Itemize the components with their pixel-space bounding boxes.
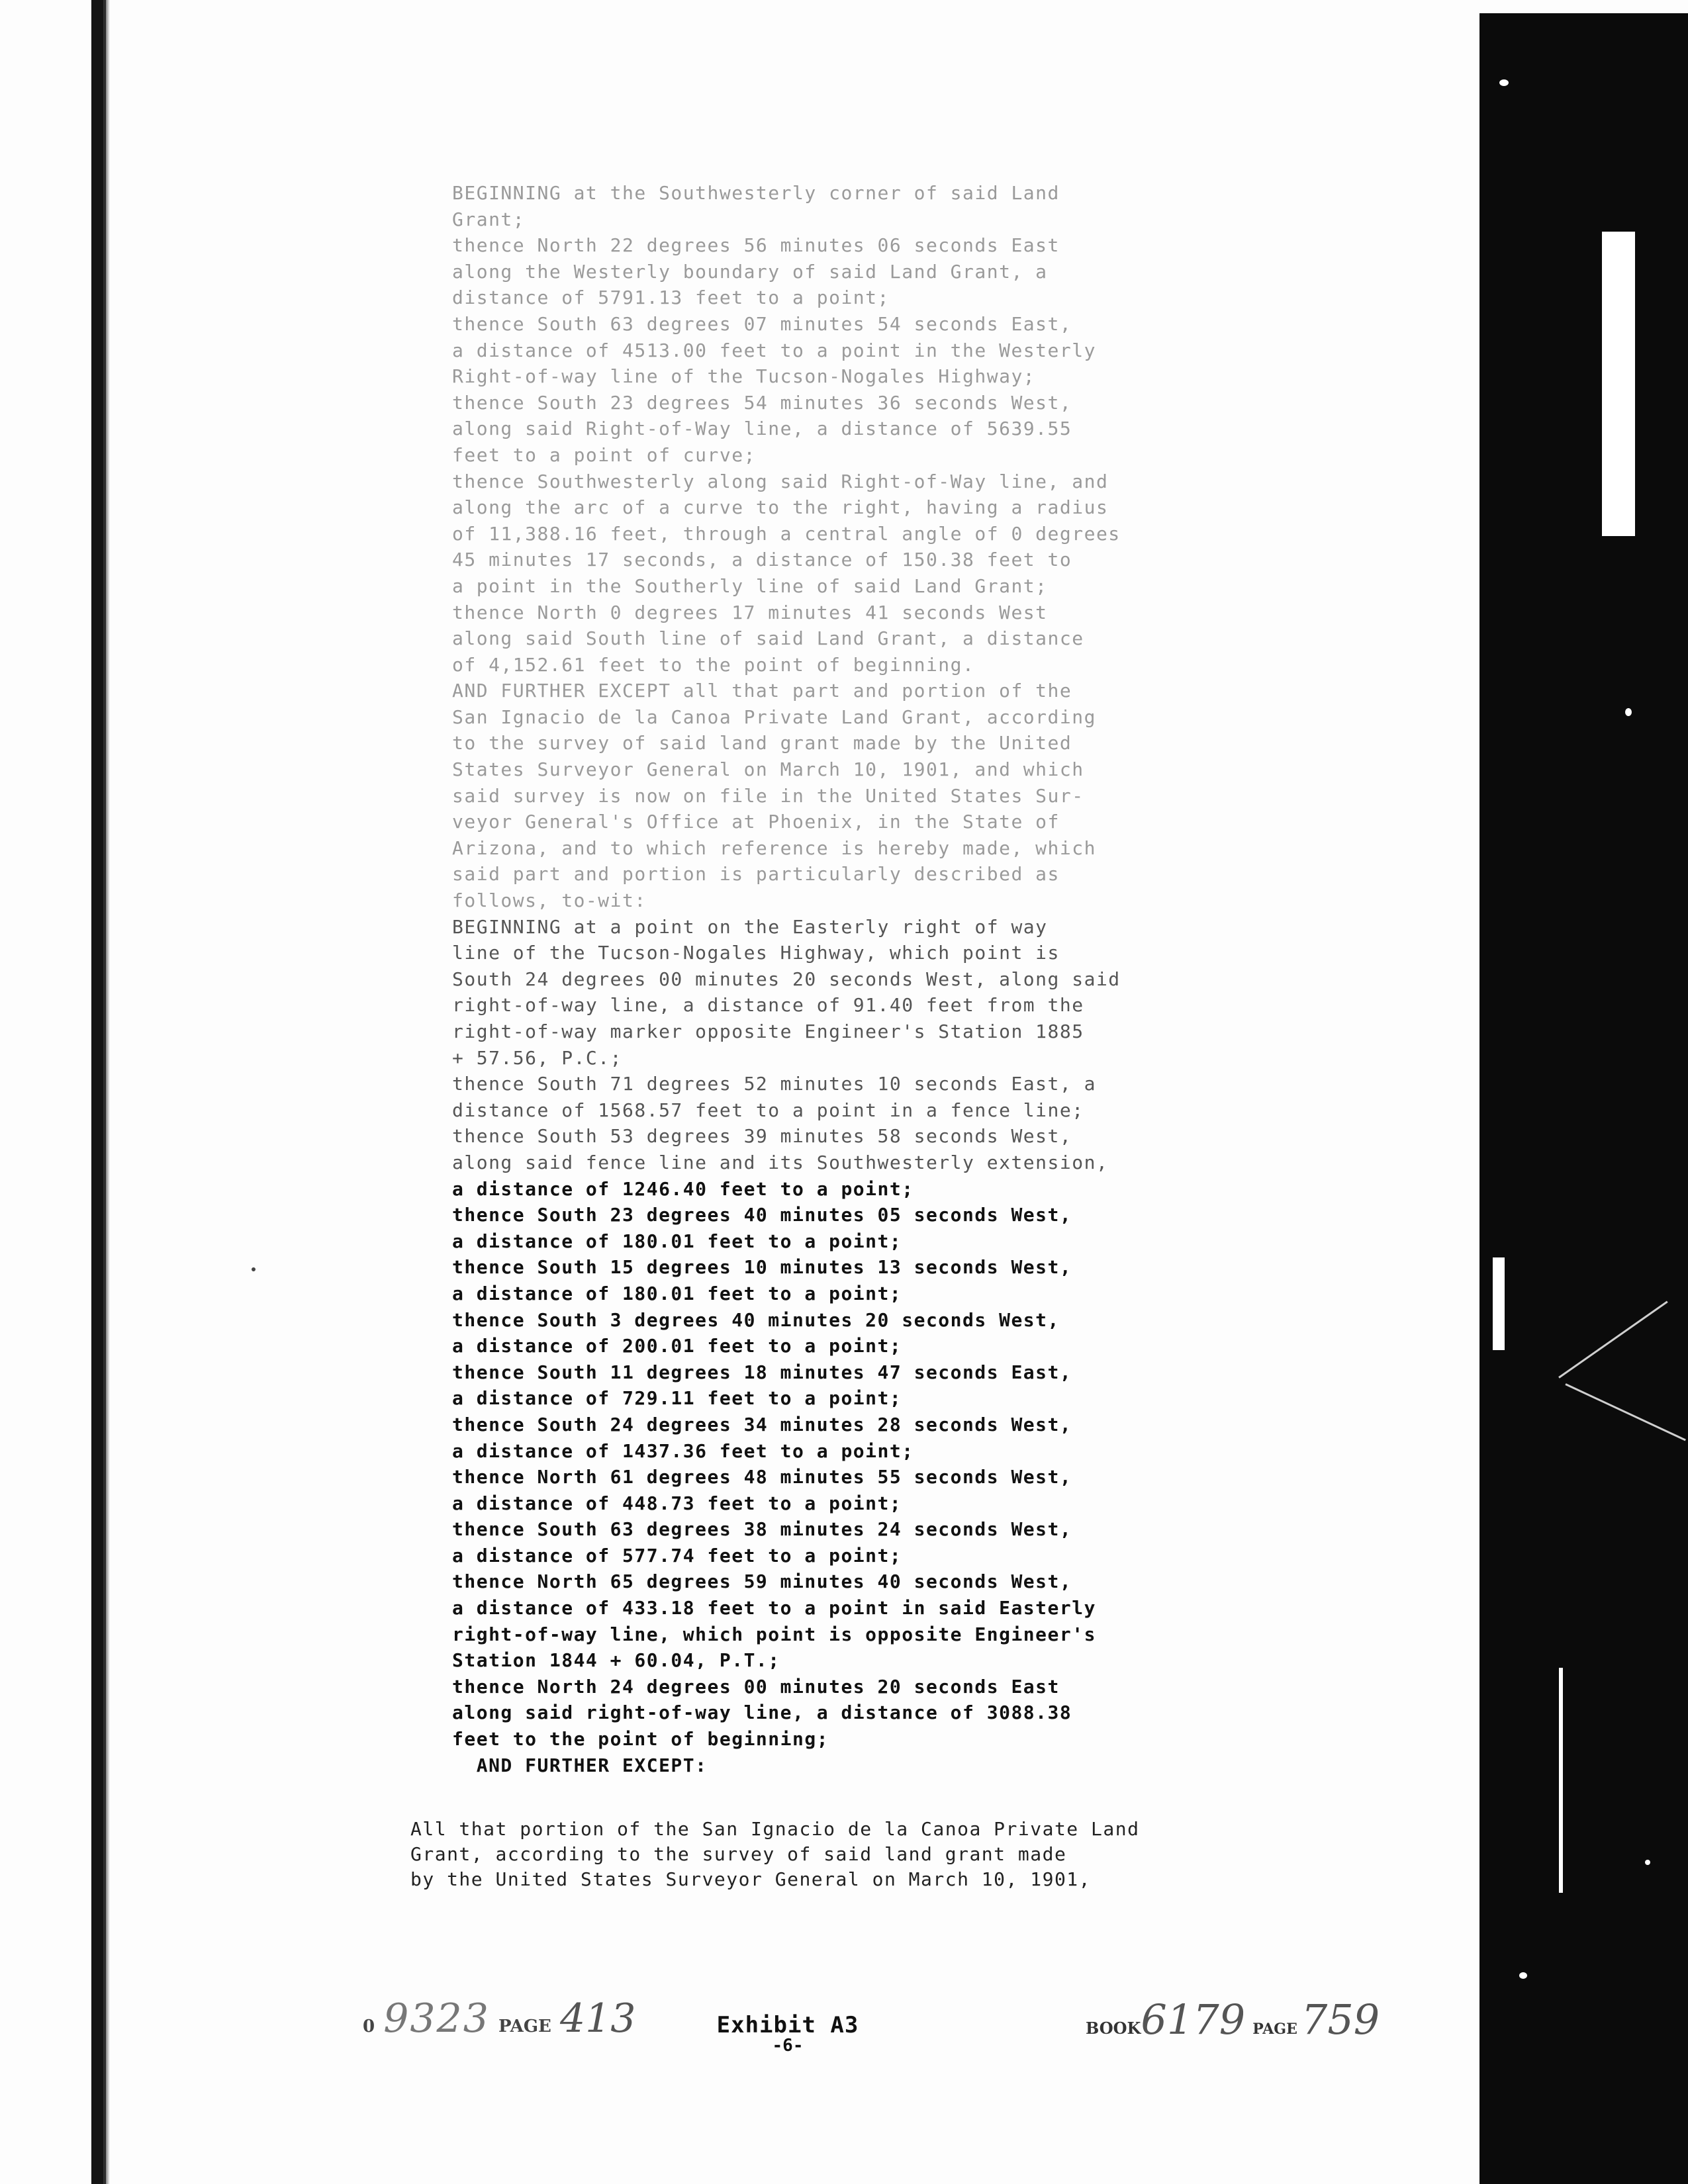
footer-left-book-number: 9323 xyxy=(383,1995,490,2042)
text-line: said part and portion is particularly described as xyxy=(452,863,1060,886)
scan-left-edge xyxy=(91,0,106,2184)
text-line: along the arc of a curve to the right, having a radius xyxy=(452,496,1109,519)
text-line: of 4,152.61 feet to the point of beginning. xyxy=(452,653,975,676)
text-line: right-of-way line, which point is opposite Engineer's xyxy=(452,1623,1096,1645)
footer-left-recording-ref xyxy=(357,1995,635,2042)
text-line: thence South 15 degrees 10 minutes 13 seconds West, xyxy=(452,1256,1072,1279)
scan-speck xyxy=(1519,1972,1527,1979)
text-line: BEGINNING at a point on the Easterly right of way xyxy=(452,915,1048,938)
footer-right-page-label: PAGE xyxy=(1252,2021,1297,2038)
text-line: a distance of 180.01 feet to a point; xyxy=(452,1282,902,1304)
text-line: thence South 63 degrees 38 minutes 24 seconds West, xyxy=(452,1518,1072,1541)
footer-exhibit xyxy=(708,2012,867,2056)
text-line: thence North 22 degrees 56 minutes 06 seconds East xyxy=(452,234,1060,257)
text-line: thence South 24 degrees 34 minutes 28 seconds West, xyxy=(452,1413,1072,1435)
footer-left-prefix: 0 xyxy=(363,2017,375,2036)
scan-speck xyxy=(1645,1860,1650,1865)
text-line: Grant, according to the survey of said land grant made xyxy=(410,1843,1067,1865)
text-line: distance of 5791.13 feet to a point; xyxy=(452,287,890,309)
text-line: thence North 0 degrees 17 minutes 41 seconds West xyxy=(452,601,1048,623)
text-line: All that portion of the San Ignacio de la Canoa Private Land xyxy=(410,1818,1140,1840)
text-line: along the Westerly boundary of said Land Grant, a xyxy=(452,260,1048,283)
footer-right-book-number: 6179 xyxy=(1141,1995,1246,2044)
text-line: AND FURTHER EXCEPT all that part and portion of the xyxy=(452,680,1072,702)
scan-right-dark-strip xyxy=(1479,13,1688,2184)
text-line: thence North 61 degrees 48 minutes 55 seconds West, xyxy=(452,1466,1072,1488)
text-line: a point in the Southerly line of said Land Grant; xyxy=(452,574,1048,597)
scan-artifact-tab xyxy=(1602,232,1635,536)
footer-right-page-number: 759 xyxy=(1301,1995,1380,2044)
text-line: thence South 71 degrees 52 minutes 10 seconds East, a xyxy=(452,1073,1096,1095)
text-line: San Ignacio de la Canoa Private Land Grant, according xyxy=(452,705,1096,728)
text-line: BEGINNING at the Southwesterly corner of said Land xyxy=(452,182,1060,204)
scan-speck xyxy=(1499,79,1509,86)
text-line: South 24 degrees 00 minutes 20 seconds West, along said xyxy=(452,968,1121,990)
text-line: along said Right-of-Way line, a distance of 5639.55 xyxy=(452,418,1072,440)
text-line: Grant; xyxy=(452,208,526,230)
footer-right-recording-ref xyxy=(1086,1995,1380,2044)
text-line: by the United States Surveyor General on March 10, 1901, xyxy=(410,1868,1092,1890)
text-line: thence South 11 degrees 18 minutes 47 seconds East, xyxy=(452,1361,1072,1383)
text-line: + 57.56, P.C.; xyxy=(452,1046,623,1069)
legal-description-text xyxy=(452,180,1392,1778)
scan-artifact-line xyxy=(1558,1301,1668,1379)
text-line: feet to the point of beginning; xyxy=(452,1728,829,1751)
text-line: thence South 23 degrees 40 minutes 05 seconds West, xyxy=(452,1204,1072,1226)
footer-left-page-number: 413 xyxy=(559,1995,636,2042)
scan-artifact-tab xyxy=(1493,1257,1505,1350)
text-line: a distance of 577.74 feet to a point; xyxy=(452,1544,902,1567)
text-line: Station 1844 + 60.04, P.T.; xyxy=(452,1649,780,1672)
footer-left-page-label: PAGE xyxy=(498,2017,551,2036)
text-line: right-of-way marker opposite Engineer's Station 1885 xyxy=(452,1021,1084,1042)
text-line: thence South 3 degrees 40 minutes 20 seconds West, xyxy=(452,1308,1060,1331)
text-line: States Surveyor General on March 10, 1901, and which xyxy=(452,758,1084,781)
text-line: Arizona, and to which reference is hereby made, which xyxy=(452,837,1096,859)
scan-speck xyxy=(1625,708,1632,716)
scan-speck xyxy=(252,1267,256,1271)
text-line: a distance of 180.01 feet to a point; xyxy=(452,1230,902,1252)
text-line: 45 minutes 17 seconds, a distance of 150.38 feet to xyxy=(452,549,1072,571)
text-line: a distance of 729.11 feet to a point; xyxy=(452,1387,902,1410)
further-except-text xyxy=(410,1817,1403,1892)
text-line: thence South 53 degrees 39 minutes 58 seconds West, xyxy=(452,1125,1072,1148)
text-line: thence North 65 degrees 59 minutes 40 seconds West, xyxy=(452,1570,1072,1593)
text-line: right-of-way line, a distance of 91.40 feet from the xyxy=(452,994,1084,1017)
text-line: a distance of 1437.36 feet to a point; xyxy=(452,1439,914,1462)
text-line: follows, to-wit: xyxy=(452,889,647,912)
text-line: thence South 23 degrees 54 minutes 36 seconds West, xyxy=(452,391,1072,414)
text-line: thence South 63 degrees 07 minutes 54 seconds East, xyxy=(452,312,1072,335)
scan-artifact-line xyxy=(1565,1383,1686,1441)
text-line: AND FURTHER EXCEPT: xyxy=(452,1754,708,1776)
text-line: along said fence line and its Southwesterly extension, xyxy=(452,1151,1109,1173)
text-line: a distance of 1246.40 feet to a point; xyxy=(452,1177,914,1200)
text-line: thence North 24 degrees 00 minutes 20 seconds East xyxy=(452,1675,1060,1698)
page-number: -6- xyxy=(772,2036,804,2056)
text-line: distance of 1568.57 feet to a point in a fence line; xyxy=(452,1099,1084,1121)
text-line: a distance of 433.18 feet to a point in said Easterly xyxy=(452,1597,1096,1619)
text-line: a distance of 4513.00 feet to a point in the Westerly xyxy=(452,339,1096,361)
text-line: line of the Tucson-Nogales Highway, which point is xyxy=(452,942,1060,964)
text-line: thence Southwesterly along said Right-of-Way line, and xyxy=(452,470,1109,492)
text-line: said survey is now on file in the United States Sur- xyxy=(452,784,1084,807)
text-line: along said South line of said Land Grant, a distance xyxy=(452,627,1084,650)
exhibit-label: Exhibit A3 xyxy=(716,2012,859,2038)
text-line: a distance of 448.73 feet to a point; xyxy=(452,1492,902,1514)
text-line: feet to a point of curve; xyxy=(452,443,756,466)
text-line: along said right-of-way line, a distance of 3088.38 xyxy=(452,1702,1072,1724)
text-line: veyor General's Office at Phoenix, in the State of xyxy=(452,811,1060,833)
footer-right-book-label: BOOK xyxy=(1086,2019,1141,2038)
text-line: Right-of-way line of the Tucson-Nogales Highway; xyxy=(452,365,1036,388)
scan-artifact-tab xyxy=(1559,1668,1563,1893)
text-line: of 11,388.16 feet, through a central angle of 0 degrees xyxy=(452,522,1121,545)
text-line: a distance of 200.01 feet to a point; xyxy=(452,1335,902,1357)
text-line: to the survey of said land grant made by the United xyxy=(452,732,1072,754)
